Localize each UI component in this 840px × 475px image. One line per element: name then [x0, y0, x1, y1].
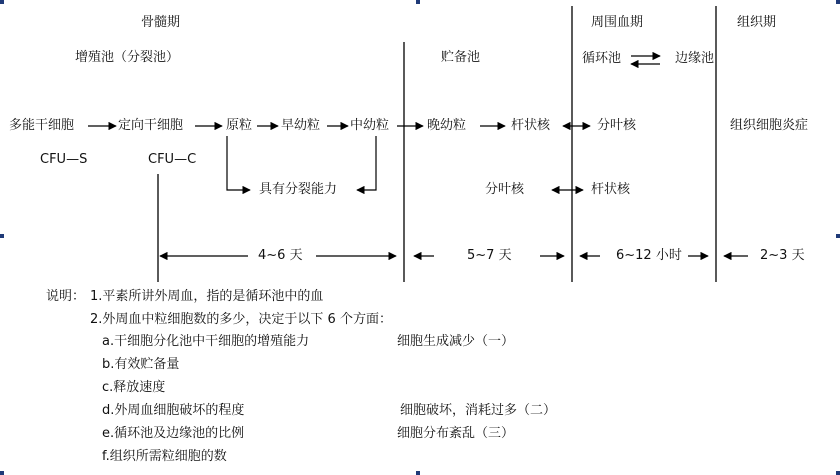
loop-myelocyte-to-division — [357, 136, 376, 190]
frame-dot — [836, 234, 840, 238]
cell-multipotent: 多能干细胞 — [9, 118, 75, 133]
frame-dot — [416, 0, 420, 4]
phase-marrow: 骨髓期 — [141, 15, 181, 30]
notes-e-reason: 细胞分布紊乱（三） — [397, 426, 515, 441]
notes-d-reason: 细胞破坏，消耗过多（二） — [400, 403, 557, 418]
notes-item-2: 2.外周血中粒细胞数的多少，决定于以下 6 个方面： — [90, 312, 392, 327]
cell-band: 杆状核 — [511, 118, 551, 133]
notes-f: f.组织所需粒细胞的数 — [102, 449, 227, 464]
duration-proliferation: 4~6 天 — [258, 248, 303, 263]
pool-circulating: 循环池 — [582, 51, 622, 66]
frame-dot — [836, 471, 840, 475]
phase-tissue: 组织期 — [737, 15, 777, 30]
pool-marginal: 边缘池 — [675, 51, 715, 66]
notes-a: a.干细胞分化池中干细胞的增殖能力 — [102, 334, 310, 349]
cell-segmented-lower: 分叶核 — [485, 182, 525, 197]
duration-storage: 5~7 天 — [467, 248, 512, 263]
frame-dot — [0, 234, 4, 238]
cell-promyelocyte: 早幼粒 — [281, 118, 321, 133]
notes-a-reason: 细胞生成减少（一） — [397, 334, 515, 349]
notes-b: b.有效贮备量 — [102, 357, 180, 372]
pool-storage: 贮备池 — [441, 50, 481, 65]
pool-proliferation: 增殖池（分裂池） — [75, 50, 180, 65]
duration-peripheral: 6~12 小时 — [616, 248, 682, 263]
phase-peripheral: 周围血期 — [591, 15, 644, 30]
notes-lead: 说明： — [46, 289, 86, 304]
duration-tissue: 2~3 天 — [760, 248, 805, 263]
cell-committed: 定向干细胞 — [118, 118, 184, 133]
frame-dot — [0, 471, 4, 475]
label-division-capacity: 具有分裂能力 — [259, 182, 338, 197]
cell-tissue: 组织细胞炎症 — [730, 118, 809, 133]
frame-dot — [836, 0, 840, 4]
frame-dot — [0, 0, 4, 4]
cell-myeloblast: 原粒 — [226, 118, 253, 133]
cell-myelocyte: 中幼粒 — [350, 118, 390, 133]
frame-dot — [416, 471, 420, 475]
loop-myeloblast-to-division — [227, 136, 250, 190]
label-cfu-s: CFU—S — [40, 152, 88, 167]
cell-segmented: 分叶核 — [597, 118, 637, 133]
notes-item-1: 1.平素所讲外周血，指的是循环池中的血 — [90, 289, 324, 304]
cell-metamyelocyte: 晚幼粒 — [427, 118, 467, 133]
notes-e: e.循环池及边缘池的比例 — [102, 426, 245, 441]
notes-c: c.释放速度 — [102, 380, 166, 395]
cell-band-lower: 杆状核 — [591, 182, 631, 197]
notes-d: d.外周血细胞破坏的程度 — [102, 403, 245, 418]
label-cfu-c: CFU—C — [148, 152, 197, 167]
